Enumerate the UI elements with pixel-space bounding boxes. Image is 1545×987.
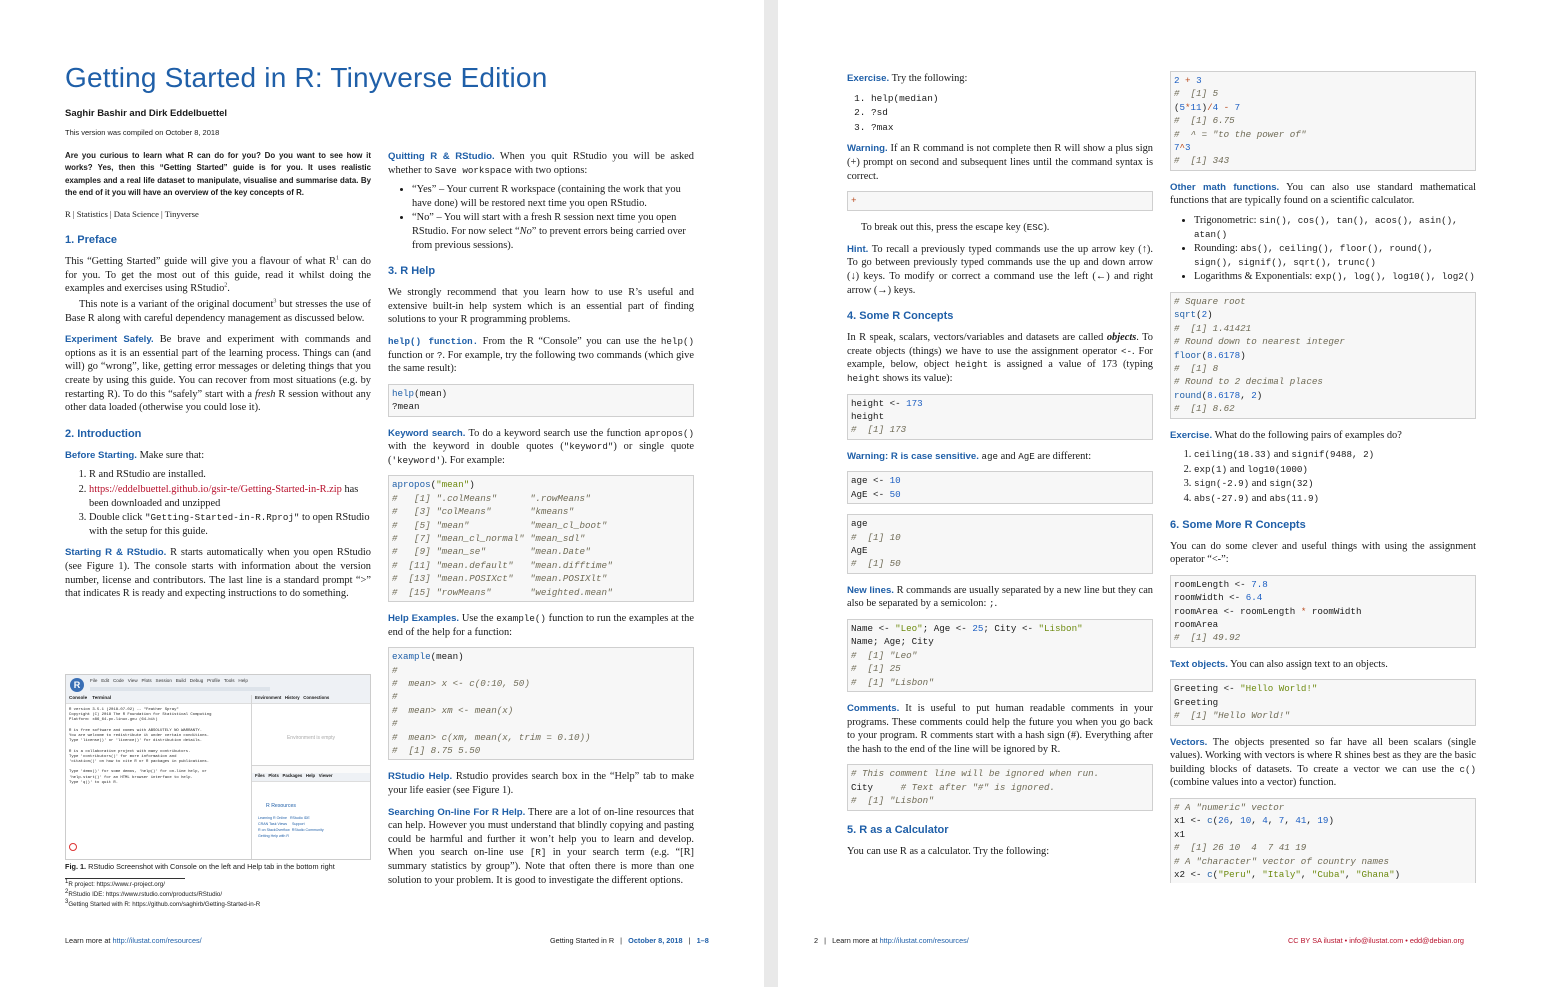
list-item: 3. ?max (871, 121, 1153, 135)
code-greeting: Greeting <- "Hello World!" Greeting # [1] "Hello World!" (1170, 679, 1476, 725)
rstudio-help-para: RStudio Help. Rstudio provides search box in the “Help” tab to make your life easier (see Figure 1). (388, 771, 694, 796)
console-tabs: Console Terminal (66, 695, 251, 704)
page2-footer-right: CC BY SA ilustat • info@ilustat.com • edd@debian.org (1288, 936, 1464, 945)
warning-plus-para: Warning. If an R command is not complete then R will show a plus sign (+) prompt on second and subsequent lines until the command syntax is correct. (847, 143, 1153, 182)
resources-link[interactable]: http://ilustat.com/resources/ (112, 936, 202, 945)
column-3 (847, 72, 1153, 866)
help-examples-para: Help Examples. Use the example() function to run the examples at the end of the help for a function: (388, 612, 694, 638)
list-item: 2. exp(1) and log10(1000) (1194, 463, 1476, 477)
quit-options-list (388, 183, 694, 252)
experiment-safely: Experiment Safely. Be brave and experiment with commands and options as it is an essential part of the learning process. Things can (and will) go “wrong”, like, getting error messages or deleting things that you create by using this guide. You can recover from most situations (e.g. by restarting R). To do this “safely” start with a fresh R session without any other data loaded (otherwise you could lose it). (65, 334, 371, 414)
math-functions-list (1170, 214, 1476, 284)
footnote-2: $^2$RStudio IDE: https://www.rstudio.com/products/RStudio/ (65, 888, 223, 898)
list-item: • “Yes” – Your current R workspace (containing the work that you have done) will be restored next time you open RStudio. (412, 183, 694, 210)
new-lines-para: New lines. R commands are usually separated by a new line but they can also be separated by a semicolon: ;. (847, 584, 1154, 610)
quitting-r: Quitting R & RStudio. When you quit RStudio you will be asked whether to Save workspace with two options: (388, 151, 694, 176)
rhelp-intro: We strongly recommend that you learn how to use R’s useful and extensive built-in help system which is an essential part of finding solutions to your R programming problems. (388, 287, 694, 326)
column-1 (65, 150, 371, 609)
section-introduction-heading: 2. Introduction (65, 427, 142, 440)
list-item: 1. R and RStudio are installed. (89, 468, 371, 482)
footnote-rule (65, 878, 185, 879)
break-out-para: To break out this, press the escape key (ESC). (861, 222, 1050, 234)
section-more-concepts-heading: 6. Some More R Concepts (1170, 518, 1306, 531)
r-resources-title: R Resources (266, 803, 296, 809)
help-links: Learning R Online RStudio IDE CRAN Task Views Support R on StackOverflow RStudio Community Getting Help with R (258, 816, 324, 838)
compile-date: This version was compiled on October 8, 2018 (65, 128, 220, 137)
concepts-para: In R speak, scalars, vectors/variables and datasets are called objects. To create objects (things) we have to use the assignment operator <-. For example, below, object height is assigned a value of 173 (typing height shows its value): (847, 332, 1153, 384)
list-item: 4. abs(-27.9) and abs(11.9) (1194, 492, 1476, 506)
code-comments: # This comment line will be ignored when run. City # Text after "#" is ignored. # [1] "Lisbon" (847, 764, 1153, 810)
page1-footer-right: Getting Started in R | October 8, 2018 | 1–8 (550, 936, 709, 945)
resources-link[interactable]: http://ilustat.com/resources/ (879, 936, 969, 945)
other-math-para: Other math functions. You can also use standard mathematical functions that are typically found on a scientific calculator. (1170, 181, 1477, 207)
preface-p2: This note is a variant of the original document$^3$ but stresses the use of Base R along with careful dependency management as discussed below. (65, 298, 371, 324)
more-concepts-para: You can do some clever and useful things with using the assignment operator “<-”: (1170, 540, 1476, 566)
exercise-1-list (847, 92, 1153, 135)
list-item: 3. sign(-2.9) and sign(32) (1194, 477, 1476, 491)
column-4 (1170, 71, 1476, 893)
code-apropos: apropos("mean") # [1] ".colMeans" ".rowMeans" # [3] "colMeans" "kmeans" # [5] "mean" "mean_cl_boot" # [7] "mean_cl_normal" "mean_sdl" # [9] "mean_se" "mean.Date" # [11] "mean.default" "mean.difftime" # [13] "mean.POSIXct" "mean.POSIXlt" # [15] "rowMeans" "weighted.mean" (388, 475, 694, 602)
abstract: Are you curious to learn what R can do for you? Do you want to see how it works? Yes, then this “Getting Started” guide is for you. It uses realistic examples and a real life dataset to manipulate, visualise and summarise data. By the end of it you will have an overview of the key concepts of R. (65, 151, 371, 198)
environment-tabs: Environment History Connections (252, 695, 370, 704)
list-item: • Trigonometric: sin(), cos(), tan(), acos(), asin(), atan() (1194, 214, 1476, 241)
calculator-para: You can use R as a calculator. Try the following: (847, 845, 1050, 857)
code-height: height <- 173 height # [1] 173 (847, 394, 1153, 440)
help-function-para: help() function. From the R “Console” you can use the help() function or ?. For example, try the following two commands (which give the same result): (388, 335, 694, 375)
section-concepts-heading: 4. Some R Concepts (847, 310, 954, 323)
footnote-1: $^1$R project: https://www.r-project.org/ (65, 878, 165, 888)
code-example-mean: example(mean) # # mean> x <- c(0:10, 50) # # mean> xm <- mean(x) # # mean> c(xm, mean(x, trim = 0.10)) # [1] 8.75 5.50 (388, 647, 694, 760)
code-arithmetic: 2 + 3 # [1] 5 (5*11)/4 - 7 # [1] 6.75 # ^ = "to the power of" 7^3 # [1] 343 (1170, 71, 1476, 171)
console-prompt-marker (69, 843, 77, 851)
case-sensitive-para: Warning: R is case sensitive. age and AgE are different: (847, 450, 1092, 462)
section-calculator-heading: 5. R as a Calculator (847, 823, 949, 836)
before-starting-list (65, 468, 371, 538)
list-item: 2. ?sd (871, 106, 1153, 120)
hint-para: Hint. To recall a previously typed commands use the up arrow key (↑). To go between previously typed commands use the up and down arrow (↓) keys. To modify or correct a command use the left (←) and right arrow (→) keys. (847, 243, 1153, 296)
column-2 (388, 150, 694, 895)
exercise-2: Exercise. What do the following pairs of examples do? (1170, 429, 1402, 441)
console-output: R version 3.5.1 (2018-07-02) -- "Feather Spray" Copyright (C) 2018 The R Foundation for Statistical Computing Platform: x86_64-pc-linux-gnu (64-bit) R is free software and comes with ABSOLUTELY NO WARRANTY. You are welcome to redistribute it under certain conditions. Type 'license()' or 'licence()' for distribution details. R is a collaborative project with many contributors. Type 'contributors()' for more information and 'citation()' on how to cite R or R packages in publications. Type 'demo()' for some demos, 'help()' for on-line help, or 'help.start()' for an HTML browser interface to help. Type 'q()' to quit R. (69, 708, 212, 785)
list-item: 2. https://eddelbuettel.github.io/gsir-te/Getting-Started-in-R.zip has been downloaded and unzipped (89, 483, 371, 510)
list-item: • Rounding: abs(), ceiling(), floor(), round(), sign(), signif(), sqrt(), trunc() (1194, 242, 1476, 269)
page1-footer-left: Learn more at http://ilustat.com/resources/ (65, 936, 202, 945)
page-2 (778, 0, 1545, 987)
code-help-median: help(mean) ?mean (388, 384, 694, 417)
code-age-print: age # [1] 10 AgE # [1] 50 (847, 514, 1153, 574)
preface-p1: This “Getting Started” guide will give you a flavour of what $R^1$ can do for you. To get the most out of this guide, read it whilst doing the examples and exercises using RStudio$^2$. (65, 255, 371, 295)
list-item: 1. ceiling(18.33) and signif(9488, 2) (1194, 448, 1476, 462)
rstudio-icon-bar (90, 687, 270, 691)
console-pane (66, 695, 252, 859)
environment-empty: Environment is empty (286, 735, 336, 741)
code-plus-prompt: + (847, 191, 1153, 211)
list-item: 3. Double click "Getting-Started-in-R.Rproj" to open RStudio with the setup for this guide. (89, 511, 371, 538)
authors: Saghir Bashir and Dirk Eddelbuettel (65, 108, 228, 119)
page-1 (0, 0, 764, 987)
rstudio-toolbar (66, 675, 370, 696)
environment-pane (252, 695, 370, 766)
exercise-1: Exercise. Try the following: (847, 73, 968, 84)
section-preface-heading: 1. Preface (65, 234, 117, 247)
code-math-functions: # Square root sqrt(2) # [1] 1.41421 # Round down to nearest integer floor(8.6178) # [1] 8 # Round to 2 decimal places round(8.6178, 2) # [1] 8.62 (1170, 292, 1476, 419)
help-pane (252, 773, 370, 859)
code-room-area: roomLength <- 7.8 roomWidth <- 6.4 roomArea <- roomLength * roomWidth roomArea # [1] 49.92 (1170, 575, 1476, 648)
list-item: • Logarithms & Exponentials: exp(), log(), log10(), log2() (1194, 270, 1476, 284)
doc-title: Getting Started in R: Tinyverse Edition (65, 62, 548, 93)
vectors-para: Vectors. The objects presented so far have all been scalars (single values). Working with vectors is where R shines best as they are the basic building blocks of datasets. To create a vector we can use the c() (combine values into a vector) function. (1170, 736, 1476, 789)
help-pane-tabs: Files Plots Packages Help Viewer (252, 773, 370, 782)
page2-footer-left: 2 | Learn more at http://ilustat.com/resources/ (814, 936, 969, 945)
code-semicolon: Name <- "Leo"; Age <- 25; City <- "Lisbon" Name; Age; City # [1] "Leo" # [1] 25 # [1] "Lisbon" (847, 619, 1153, 692)
comments-para: Comments. It is useful to put human readable comments in your programs. These comments could help the future you when you go back to your program. R comments start with a hash sign (#). Everything after the hash to the end of the line will be ignored by R. (847, 702, 1153, 755)
online-help-para: Searching On-line For R Help. There are a lot of on-line resources that can help. However you must understand that blindly copying and pasting could be harmful and further it won’t help you to learn and develop. When you search on-line use [R] in your search term (e.g. “[R] summary statistics by group”). Note that often there is more than one solution to your problem. It is good to investigate the different options. (388, 806, 695, 886)
zip-download-link[interactable]: https://eddelbuettel.github.io/gsir-te/Getting-Started-in-R.zip (89, 483, 342, 495)
figure-caption: Fig. 1. RStudio Screenshot with Console on the left and Help tab in the bottom right (65, 862, 335, 871)
code-age-assign: age <- 10 AgE <- 50 (847, 471, 1153, 504)
list-item: 1. help(median) (871, 92, 1153, 106)
starting-r: Starting R & RStudio. R starts automatically when you open RStudio (see Figure 1). The console starts with information about the version number, license and contributors. The last line is a standard prompt “>” that indicates R is ready and expecting instructions to do something. (65, 547, 371, 600)
footnote-3: $^3$Getting Started with R: https://github.com/saghirb/Getting-Started-in-R (65, 898, 261, 908)
code-vectors: # A "numeric" vector x1 <- c(26, 10, 4, 7, 41, 19) x1 # [1] 26 10 4 7 41 19 # A "character" vector of country names x2 <- c("Peru", "Italy", "Cuba", "Ghana") (1170, 798, 1476, 883)
keywords: R | Statistics | Data Science | Tinyverse (65, 208, 199, 219)
rstudio-screenshot (65, 674, 371, 860)
keyword-search-para: Keyword search. To do a keyword search use the function apropos() with the keyword in double quotes ("keyword") or single quote ('keyword'). For example: (388, 427, 694, 466)
footnotes (65, 880, 365, 910)
section-rhelp-heading: 3. R Help (388, 265, 436, 278)
list-item: • “No” – You will start with a fresh R session next time you open RStudio. For now select “No” to prevent errors being carried over from previous sessions). (412, 211, 694, 252)
rstudio-logo-icon: R (70, 678, 84, 692)
exercise-2-list (1170, 448, 1476, 505)
before-starting: Before Starting. Make sure that: (65, 449, 205, 461)
text-objects-para: Text objects. You can also assign text to an objects. (1170, 658, 1388, 670)
rstudio-menu: File Edit Code View Plots Session Build Debug Profile Tools Help (90, 678, 248, 683)
